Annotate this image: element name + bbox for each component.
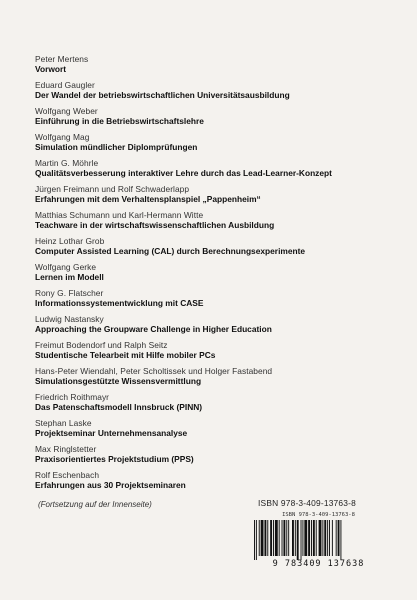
entry-title: Praxisorientiertes Projektstudium (PPS) [35,454,194,465]
toc-entry [35,54,395,74]
toc-entry [35,80,395,100]
entry-title: Der Wandel der betriebswirtschaftlichen Universitätsausbildung [35,90,290,101]
barcode-digits: 9 783409 137638 [272,559,365,569]
entry-author: Eduard Gaugler [35,80,95,90]
entry-title: Vorwort [35,64,67,75]
entry-title: Erfahrungen aus 30 Projektseminaren [35,480,186,491]
toc-entry [35,288,395,308]
entry-title: Qualitätsverbesserung interaktiver Lehre durch das Lead-Learner-Konzept [35,168,332,179]
entry-author: Freimut Bodendorf und Ralph Seitz [35,340,168,350]
toc-entry [35,340,395,360]
entry-title: Informationssystementwicklung mit CASE [35,298,204,309]
toc-entry [35,262,395,282]
entry-title: Erfahrungen mit dem Verhaltensplanspiel „Pappenheim“ [35,194,261,205]
toc-entry [35,444,395,464]
entry-author: Jürgen Freimann und Rolf Schwaderlapp [35,184,190,194]
entry-author: Wolfgang Gerke [35,262,97,272]
entry-author: Matthias Schumann und Karl-Hermann Witte [35,210,204,220]
toc-entry [35,314,395,334]
toc-entry [35,392,395,412]
entry-title: Das Patenschaftsmodell Innsbruck (PINN) [35,402,203,413]
entry-author: Stephan Laske [35,418,92,428]
toc-entry [35,158,395,178]
entry-author: Ludwig Nastansky [35,314,104,324]
toc-entry [35,210,395,230]
entry-title: Studentische Telearbeit mit Hilfe mobiler PCs [35,350,216,361]
isbn-barcode [250,512,387,570]
entry-title: Lernen im Modell [35,272,104,283]
entry-author: Hans-Peter Wiendahl, Peter Scholtissek und Holger Fastabend [35,366,273,376]
entry-title: Approaching the Groupware Challenge in Higher Education [35,324,272,335]
toc-entry [35,418,395,438]
toc-entry [35,470,395,490]
entry-author: Heinz Lothar Grob [35,236,105,246]
entry-title: Einführung in die Betriebswirtschaftslehre [35,116,204,127]
barcode-bars-icon [254,520,383,560]
entry-author: Martin G. Möhrle [35,158,99,168]
entry-author: Wolfgang Weber [35,106,98,116]
entry-author: Rolf Eschenbach [35,470,100,480]
entry-author: Friedrich Roithmayr [35,392,110,402]
entry-title: Projektseminar Unternehmensanalyse [35,428,188,439]
entry-title: Simulationsgestützte Wissensvermittlung [35,376,202,387]
toc-entry [35,236,395,256]
toc-entry [35,132,395,152]
barcode-isbn-small: ISBN 978-3-409-13763-8 [282,512,355,518]
entry-author: Peter Mertens [35,54,89,64]
toc-entry [35,184,395,204]
isbn-label: ISBN 978-3-409-13763-8 [258,498,356,508]
table-of-contents [35,54,395,496]
entry-title: Computer Assisted Learning (CAL) durch Berechnungsexperimente [35,246,306,257]
entry-author: Wolfgang Mag [35,132,90,142]
toc-entry [35,106,395,126]
entry-title: Simulation mündlicher Diplomprüfungen [35,142,198,153]
toc-entry [35,366,395,386]
entry-title: Teachware in der wirtschaftswissenschaftlichen Ausbildung [35,220,275,231]
continuation-note: (Fortsetzung auf der Innenseite) [38,500,152,509]
entry-author: Rony G. Flatscher [35,288,104,298]
entry-author: Max Ringlstetter [35,444,97,454]
